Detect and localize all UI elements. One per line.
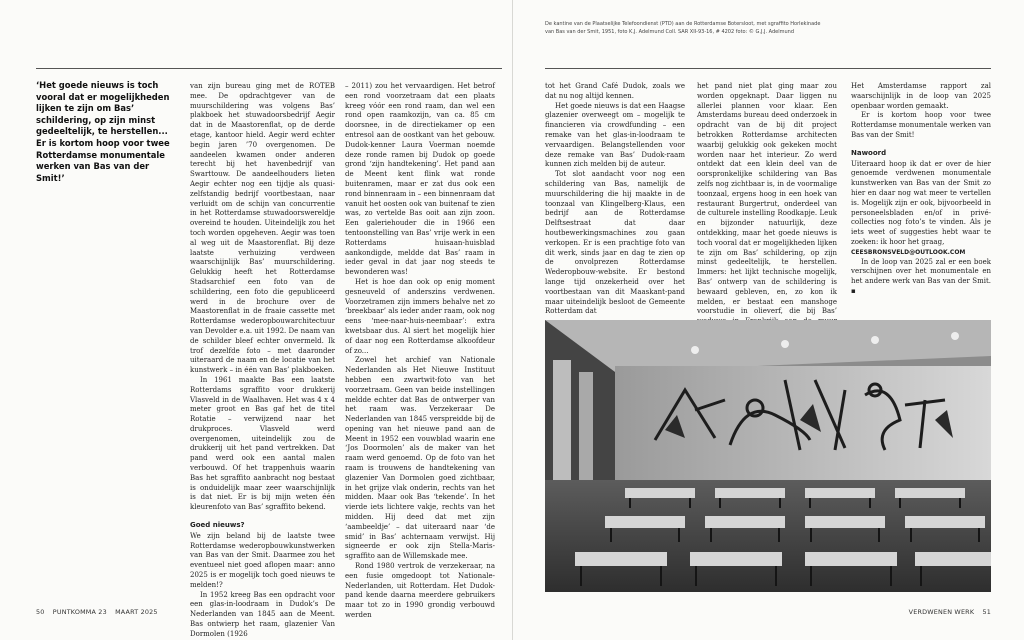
caption-line-2: van Bas van der Smit, 1951, foto K.J. Adelmund Coll. SAR XII-93-16, # 4202 foto: © G.J.J. Adelmund — [545, 29, 794, 35]
left-top-rule — [36, 68, 502, 69]
section-heading-nawoord: Nawoord — [851, 148, 887, 157]
pull-quote: ‘Het goede nieuws is toch vooral dat er mogelijkheden lijken te zijn om Bas’ schildering, op zijn minst gedeeltelijk, te herstellen... Er is kortom hoop voor twee Rotterdamse monumentale werken van Bas van der Smit!’ — [36, 80, 170, 183]
paragraph: het pand niet plat ging maar zou worden opgeknapt. Daar liggen nu allerlei plannen voor klaar. Een Amsterdams bureau deed onderzoek in opdracht van de bij dit project betrokken Rotterdamse architecten waarbij gelukkig ook gekeken mocht worden naar het interieur. Zo werd ontdekt dat een klein deel van de oorspronkelijke schildering van Bas zelfs nog zichtbaar is, in de voormalige toonzaal, ergens hoog in een hoek van restaurant Burgertrut, onderdeel van de culturele instelling Roodkapje. Leuk en bijzonder natuurlijk, deze ontdekking, maar het goede nieuws is toch vooral dat er mogelijkheden lijken te zijn om Bas’ schildering, op zijn minst gedeeltelijk, te herstellen. Immers: het lijkt technische mogelijk, Bas’ ontwerp van de schildering is bewaard gebleven, en, zo kon ik melden, er bestaat een manshoge voorstudie in olieverf, die bij Bas’ — [697, 82, 837, 316]
paragraph: Tot slot aandacht voor nog een schildering van Bas, namelijk de muurschildering die hij maakte in de toonzaal van Klingelberg-Klaus, een bedrijf aan de Rotterdamse Delftsestraat dat daar houtbewerkingsmachines zou gaan verkopen. Er is een prachtige foto van dit werk, sinds jaar en dag te zien op de onvolprezen Rotterdamse Wederopbouw-website. Er bestond lange tijd onzekerheid over het voortbestaan van dit Maaskant-pand maar uiteindelijk besloot de Gemeente Rotterdam dat — [545, 170, 685, 316]
photo-caption — [545, 20, 905, 36]
article-column-5 — [851, 82, 991, 308]
caption-line-1: De kantine van de Plaatselijke Telefoondienst (PTD) aan de Rotterdamse Botersloot, met sgraffito Horlekinade — [545, 21, 821, 27]
paragraph: van zijn bureau ging met de ROTEB mee. De opdrachtgever van de muurschildering was volgens Bas’ plakboek het stuwadoorsbedrijf Aegir dat in de Maastorenflat, op de derde etage, kantoor hield. Aegir werd echter begin jaren ’70 overgenomen. De aandeelen kwamen onder anderen terecht bij het havenbedrijf van Swarttouw. De aandeelhouders lieten Aegir echter nog een tijdje als quasi-zelfstandig bedrijf voortbestaan, naar verluidt om de schijn van concurrentie in het Rotterdamse stuwadoorswereldje overeind te houden. Uiteindelijk zou het toch worden opgeheven. Aegir was toen al weg uit de Maastorenflat. Bij deze laatste verhuizing verdween waarschijnlijk Bas’ muurschildering. Gelukkig heeft het Rotterdamse Stadsarchief een foto van de schildering, een foto die gepubliceerd werd in de brochure over de Maastorenflat in de fraaie cassette met Rotterdamse wederopbouwarchitectuur van Devolder e.a. uit 1992. De naam van de schilder bleef echter onvermeld. Ik trof dezelfde foto – met daaronder uiteraard de naam en de locatie van het kunstwerk – in één van Bas’ plakboeken. — [190, 82, 335, 375]
page-number-right: 51 — [982, 608, 991, 616]
paragraph: In 1952 kreeg Bas een opdracht voor een glas-in-loodraam in Dudok’s De Nederlanden van 1845 aan de Meent. Bas ontwierp het raam, glazenier Van Dormolen (1926 — [190, 590, 335, 638]
paragraph: Rond 1980 vertrok de verzekeraar, na een fusie omgedoopt tot Nationale-Nederlanden, uit Rotterdam. Het Dudok-pand kende daarna meerdere gebruikers maar tot zo in 1990 grondig verbouwd werden — [345, 562, 495, 620]
paragraph: Het goede nieuws is dat een Haagse glazenier overweegt om – mogelijk te financieren via crowdfunding – een remake van het glas-in-loodraam te vervaardigen. Belangstellenden voor deze remake van Bas’ Dudok-raam kunnen zich melden bij de auteur. — [545, 101, 685, 169]
paragraph: Het Amsterdamse rapport zal waarschijnlijk in de loop van 2025 openbaar worden gemaakt. — [851, 82, 991, 110]
article-column-1 — [190, 82, 335, 638]
article-column-3 — [545, 82, 685, 316]
paragraph: In 1961 maakte Bas een laatste Rotterdams sgraffito voor drukkerij Vlasveld in de Waalhaven. Het was 4 x 4 meter groot en Bas gaf het de titel Rotatie – verwijzend naar het drukproces. Vlasveld werd overgenomen, uiteindelijk zou de drukkerij uit het pand vertrekken. Dat pand werd ook een aantal malen verbouwd. Of het trappenhuis waarin Bas het sgraffito aanbracht nog bestaat is onduidelijk maar zeer waarschijnlijk is dat niet. Er is bij mijn weten één kleurenfoto van Bas’ sgraffito bekend. — [190, 375, 335, 512]
issue-date: MAART 2025 — [115, 608, 158, 616]
footer-left — [36, 608, 158, 616]
footer-right — [909, 608, 991, 616]
canteen-photo-illustration — [545, 320, 991, 592]
paragraph: – 2011) zou het vervaardigen. Het betrof een rond voorzetraam dat een plaats kreeg vóór een rond raam, dan wel een rond open raamkozijn, van ca. 85 cm doorsnee, in de directiekamer op een entresol aan de oostkant van het gebouw. Dudok-kenner Laura Voerman noemde deze ronde ramen bij Dudok op goede grond ‘zijn handtekening’. Het pand aan de Meent kent flink wat ronde buitenramen, maar er zat dus ook een rond binnenraam in – een binnenraam dat vanuit het oosten ook van buitenaf te zien was, zo vertelde Bas ooit aan zijn zoon. Een galeriehouder die in 1966 een tentoonstelling van Bas’ vrije werk in een Rotterdams huisaan-huisblad aankondigde, meldde dat Bas’ raam in ieder geval in dat jaar nog steeds te bewonderen was! — [345, 82, 495, 277]
left-window — [579, 372, 593, 490]
paragraph: In de loop van 2025 zal er een boek verschijnen over het monumentale en het andere werk van Bas van der Smit. ▪ — [851, 257, 991, 295]
paragraph: We zijn beland bij de laatste twee Rotterdamse wederopbouwkunstwerken van Bas van der Smit. Daarmee zou het eventueel niet goed aflopen maar: anno 2025 is er mogelijk toch goed nieuws te melden!? — [190, 531, 335, 589]
canteen-photo — [545, 320, 991, 592]
section-heading-goed-nieuws: Goed nieuws? — [190, 521, 245, 530]
paragraph: tot het Grand Café Dudok, zoals we dat nu nog altijd kennen. — [545, 82, 685, 100]
paragraph: Zowel het archief van Nationale Nederlanden als Het Nieuwe Instituut hebben een zwartwit-foto van het voorzetraam. Geen van beide instellingen meldde echter dat Bas de ontwerper van het raam was. Verzekeraar De Nederlanden van 1845 verspreidde bij de opening van het nieuwe pand aan de Meent in 1952 een vouwblad waarin ene ‘Jos Doormolen’ als de maker van het raam werd genoemd. Op de foto van het raam is trouwens de handtekening van glazenier Van Dormolen goed zichtbaar, in het grijze vlak onderin, rechts van het midden. Maar ook Bas ‘tekende’. In het vierde iets lichtere vakje, rechts van het midden. Hij deed dat met zijn ‘aambeeldje’ – dat uiteraard naar ‘de smid’ in Bas’ achternaam verwijst. Hij signeerde er ook zijn Stella-Maris-sgraffito aan de Willemskade mee. — [345, 356, 495, 561]
paragraph: Er is kortom hoop voor twee Rotterdamse monumentale werken van Bas van der Smit! — [851, 111, 991, 139]
paragraph: Het is hoe dan ook op enig moment gesneuveld of anderszins verdwenen. Voorzetramen zijn immers behalve net zo ‘breekbaar’ als ieder ander raam, ook nog eens ‘mee-naar-huis-neembaar’: extra kwetsbaar dus. Al siert het mogelijk hier of daar nog een Rotterdamse alkoofdeur of zo... — [345, 277, 495, 355]
left-window — [553, 360, 571, 500]
article-column-2 — [345, 82, 495, 620]
section-name: VERDWENEN WERK — [908, 608, 975, 616]
author-email: CEESBRONSVELD@OUTLOOK.COM — [851, 248, 966, 256]
magazine-name: PUNTKOMMA 23 — [52, 608, 107, 616]
article-column-4 — [697, 82, 837, 316]
page-number-left: 50 — [36, 608, 45, 616]
paragraph: Uiteraard hoop ik dat er over de hier genoemde verdwenen monumentale kunstwerken van Bas van der Smit zo hier en daar nog wat meer te vertellen is. Mogelijk zijn er ook, bijvoorbeeld in personeelsbladen en/of in privé-collecties nog foto’s te vinden. Als je iets weet of suggesties hebt waar te zoeken: ik hoor het graag, — [851, 159, 991, 246]
right-top-rule — [545, 68, 991, 69]
